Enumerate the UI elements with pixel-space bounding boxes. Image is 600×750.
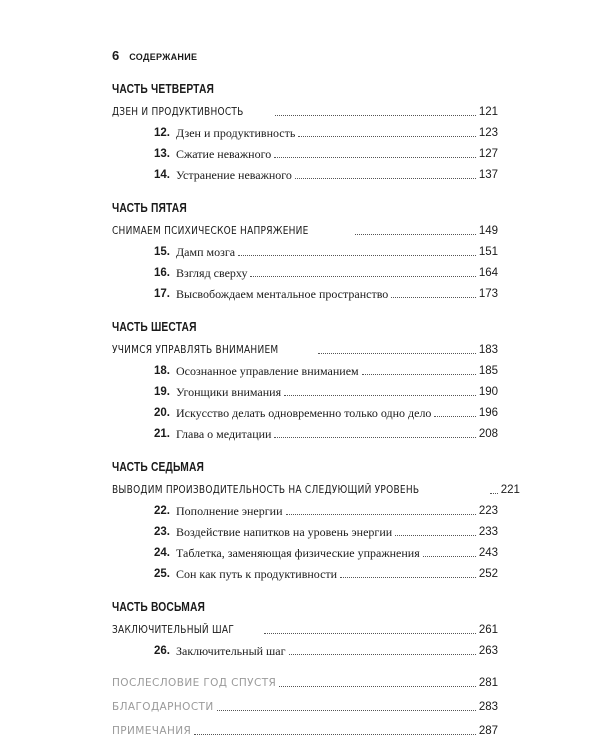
dot-leader	[434, 416, 475, 417]
page-ref: 173	[478, 288, 498, 300]
dot-leader	[340, 577, 476, 578]
page-ref: 151	[478, 246, 498, 258]
chapter-number: 19.	[154, 386, 170, 398]
page-number: 6	[112, 48, 120, 63]
dot-leader	[298, 136, 475, 137]
chapter-number: 14.	[154, 169, 170, 181]
chapter-number: 21.	[154, 428, 170, 440]
dot-leader	[238, 255, 476, 256]
section-label: СНИМАЕМ ПСИХИЧЕСКОЕ НАПРЯЖЕНИЕ	[112, 224, 309, 237]
section-label: ЗАКЛЮЧИТЕЛЬНЫЙ ШАГ	[112, 623, 235, 636]
page-ref: 243	[478, 547, 498, 559]
dot-leader	[391, 297, 476, 298]
dot-leader	[250, 276, 475, 277]
toc-chapter-entry[interactable]	[112, 259, 498, 280]
toc-backmatter-entry[interactable]	[112, 666, 498, 690]
dot-leader	[284, 395, 476, 396]
backmatter-label: ПРИМЕЧАНИЯ	[112, 725, 192, 737]
chapter-label: Высвобождаем ментальное пространство	[176, 287, 389, 301]
page-ref: 252	[478, 568, 498, 580]
chapter-label: Таблетка, заменяющая физические упражнения	[176, 546, 420, 560]
chapter-number: 22.	[154, 505, 170, 517]
chapter-label: Искусство делать одновременно только одно дело	[176, 406, 432, 420]
chapter-number: 15.	[154, 246, 170, 258]
page-ref: 121	[478, 106, 498, 118]
chapter-label: Сжатие неважного	[176, 147, 272, 161]
dot-leader	[318, 353, 476, 354]
dot-leader	[423, 556, 476, 557]
running-header	[112, 48, 197, 63]
toc-chapter-entry[interactable]	[112, 518, 498, 539]
dot-leader	[286, 514, 476, 515]
chapter-number: 18.	[154, 365, 170, 377]
toc-chapter-entry[interactable]	[112, 560, 498, 581]
dot-leader	[362, 374, 476, 375]
toc-chapter-entry[interactable]	[112, 637, 498, 658]
part-six	[112, 318, 498, 441]
dot-leader	[295, 178, 476, 179]
page-ref: 183	[478, 344, 498, 356]
section-label: ДЗЕН И ПРОДУКТИВНОСТЬ	[112, 105, 244, 118]
page-ref: 196	[478, 407, 498, 419]
toc-chapter-entry[interactable]	[112, 238, 498, 259]
chapter-number: 24.	[154, 547, 170, 559]
part-title: ЧАСТЬ ПЯТАЯ	[112, 201, 187, 215]
table-of-contents	[112, 80, 520, 738]
chapter-label: Дамп мозга	[176, 245, 236, 259]
dot-leader	[274, 437, 475, 438]
page-ref: 283	[478, 701, 498, 713]
dot-leader	[274, 157, 476, 158]
chapter-number: 20.	[154, 407, 170, 419]
chapter-label: Сон как путь к продуктивности	[176, 567, 338, 581]
dot-leader	[194, 734, 476, 735]
page-ref: 164	[478, 267, 498, 279]
part-title: ЧАСТЬ ЧЕТВЕРТАЯ	[112, 82, 215, 96]
chapter-label: Дзен и продуктивность	[176, 126, 296, 140]
toc-chapter-entry[interactable]	[112, 357, 498, 378]
dot-leader	[289, 654, 476, 655]
chapter-number: 13.	[154, 148, 170, 160]
toc-section-entry[interactable]	[112, 336, 498, 357]
chapter-label: Глава о медитации	[176, 427, 272, 441]
page-ref: 127	[478, 148, 498, 160]
dot-leader	[279, 686, 476, 687]
part-eight	[112, 598, 498, 658]
chapter-label: Пополнение энергии	[176, 504, 283, 518]
toc-chapter-entry[interactable]	[112, 140, 498, 161]
toc-chapter-entry[interactable]	[112, 280, 498, 301]
page-ref: 281	[478, 677, 498, 689]
chapter-label: Заключительный шаг	[176, 644, 286, 658]
dot-leader	[395, 535, 476, 536]
backmatter-label: ПОСЛЕСЛОВИЕ ГОД СПУСТЯ	[112, 677, 277, 689]
toc-chapter-entry[interactable]	[112, 539, 498, 560]
toc-chapter-entry[interactable]	[112, 161, 498, 182]
dot-leader	[490, 493, 498, 494]
page-ref: 149	[478, 225, 498, 237]
page-ref: 190	[478, 386, 498, 398]
page-ref: 261	[478, 624, 498, 636]
toc-chapter-entry[interactable]	[112, 399, 498, 420]
section-label: УЧИМСЯ УПРАВЛЯТЬ ВНИМАНИЕМ	[112, 343, 279, 356]
chapter-number: 12.	[154, 127, 170, 139]
dot-leader	[355, 234, 476, 235]
toc-section-entry[interactable]	[112, 476, 520, 497]
chapter-number: 23.	[154, 526, 170, 538]
chapter-label: Устранение неважного	[176, 168, 292, 182]
chapter-number: 17.	[154, 288, 170, 300]
part-seven	[112, 458, 520, 581]
dot-leader	[264, 633, 476, 634]
part-title: ЧАСТЬ ШЕСТАЯ	[112, 320, 197, 334]
toc-section-entry[interactable]	[112, 98, 498, 119]
section-label: ВЫВОДИМ ПРОИЗВОДИТЕЛЬНОСТЬ НА СЛЕДУЮЩИЙ УРОВЕНЬ	[112, 483, 420, 496]
toc-backmatter-entry[interactable]	[112, 690, 498, 714]
chapter-label: Осознанное управление вниманием	[176, 364, 359, 378]
toc-chapter-entry[interactable]	[112, 378, 498, 399]
running-title: СОДЕРЖАНИЕ	[129, 52, 198, 62]
chapter-label: Взгляд сверху	[176, 266, 248, 280]
page-ref: 137	[478, 169, 498, 181]
page-ref: 221	[500, 484, 520, 496]
dot-leader	[275, 115, 475, 116]
toc-section-entry[interactable]	[112, 217, 498, 238]
dot-leader	[217, 710, 476, 711]
page-ref: 185	[478, 365, 498, 377]
chapter-number: 26.	[154, 645, 170, 657]
toc-chapter-entry[interactable]	[112, 119, 498, 140]
chapter-label: Угонщики внимания	[176, 385, 282, 399]
page-ref: 123	[478, 127, 498, 139]
toc-section-entry[interactable]	[112, 616, 498, 637]
chapter-number: 16.	[154, 267, 170, 279]
part-five	[112, 199, 498, 301]
backmatter-label: БЛАГОДАРНОСТИ	[112, 701, 214, 713]
part-title: ЧАСТЬ ВОСЬМАЯ	[112, 600, 206, 614]
part-four	[112, 80, 498, 182]
page-ref: 233	[478, 526, 498, 538]
page-ref: 263	[478, 645, 498, 657]
page-ref: 208	[478, 428, 498, 440]
toc-chapter-entry[interactable]	[112, 420, 498, 441]
part-title: ЧАСТЬ СЕДЬМАЯ	[112, 460, 205, 474]
chapter-number: 25.	[154, 568, 170, 580]
page-ref: 223	[478, 505, 498, 517]
toc-backmatter-entry[interactable]	[112, 714, 498, 738]
page-ref: 287	[478, 725, 498, 737]
toc-chapter-entry[interactable]	[112, 497, 498, 518]
chapter-label: Воздействие напитков на уровень энергии	[176, 525, 393, 539]
